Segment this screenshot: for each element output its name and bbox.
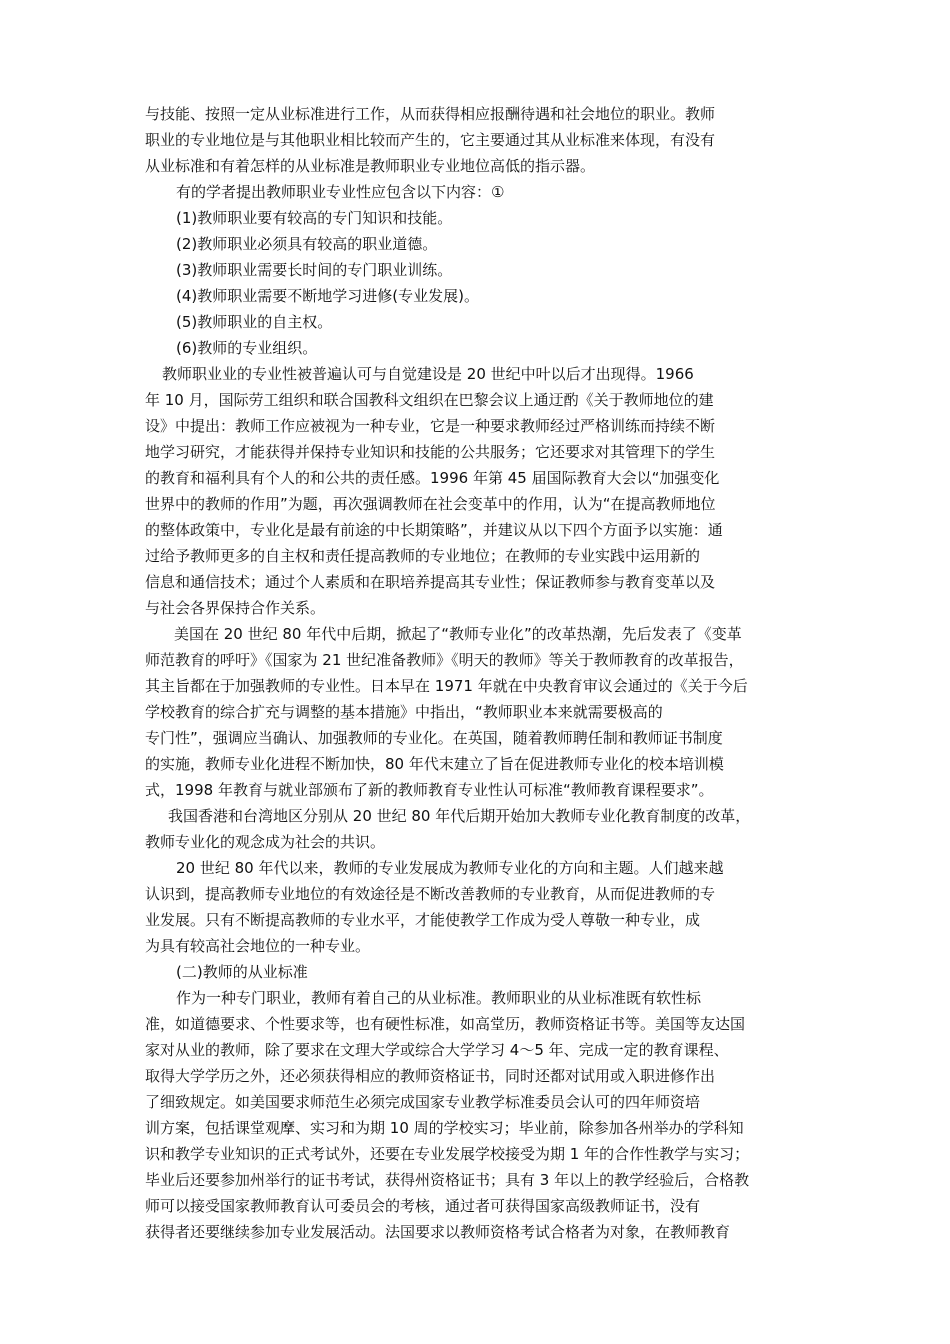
text-line: 作为一种专门职业，教师有着自己的从业标准。教师职业的从业标准既有软性标 bbox=[176, 989, 702, 1007]
text-line: 专门性”，强调应当确认、加强教师的专业化。在英国，随着教师聘任制和教师证书制度 bbox=[145, 729, 723, 747]
text-line: 的实施，教师专业化进程不断加快，80 年代末建立了旨在促进教师专业化的校本培训模 bbox=[145, 755, 724, 773]
text-line: 职业的专业地位是与其他职业相比较而产生的，它主要通过其从业标准来体现，有没有 bbox=[145, 131, 716, 149]
text-line: (4)教师职业需要不断地学习进修(专业发展)。 bbox=[176, 287, 479, 305]
text-line: (5)教师职业的自主权。 bbox=[176, 313, 333, 331]
text-line: 式，1998 年教育与就业部颁布了新的教师教育专业性认可标准“教师教育课程要求”。 bbox=[145, 781, 714, 799]
text-line: 师范教育的呼吁》《国家为 21 世纪准备教师》《明天的教师》等关于教师教育的改革报告， bbox=[145, 651, 744, 669]
text-line: (2)教师职业必须具有较高的职业道德。 bbox=[176, 235, 438, 253]
text-line: 了细致规定。如美国要求师范生必须完成国家专业教学标准委员会认可的四年师资培 bbox=[145, 1093, 701, 1111]
text-line: 取得大学学历之外，还必须获得相应的教师资格证书，同时还都对试用或入职进修作出 bbox=[145, 1067, 716, 1085]
text-line: 准，如道德要求、个性要求等，也有硬性标准，如高堂历，教师资格证书等。美国等友达国 bbox=[145, 1015, 746, 1033]
text-line: (6)教师的专业组织。 bbox=[176, 339, 318, 357]
text-line: 的整体政策中，专业化是最有前途的中长期策略”，并建议从以下四个方面予以实施：通 bbox=[145, 521, 723, 539]
text-line: 世界中的教师的作用”为题，再次强调教师在社会变革中的作用，认为“在提高教师地位 bbox=[145, 495, 716, 513]
text-line: (3)教师职业需要长时间的专门职业训练。 bbox=[176, 261, 453, 279]
text-line: 我国香港和台湾地区分别从 20 世纪 80 年代后期开始加大教师专业化教育制度的改革， bbox=[168, 807, 751, 825]
text-line: 教师职业业的专业性被普遍认可与自觉建设是 20 世纪中叶以后才出现得。1966 bbox=[162, 365, 694, 383]
text-line: 美国在 20 世纪 80 年代中后期，掀起了“教师专业化”的改革热潮，先后发表了《变革 bbox=[174, 625, 742, 643]
text-line: 从业标准和有着怎样的从业标准是教师职业专业地位高低的指示器。 bbox=[145, 157, 596, 175]
text-line: 学校教育的综合扩充与调整的基本措施》中指出，“教师职业本来就需要极高的 bbox=[145, 703, 663, 721]
text-line: 有的学者提出教师职业专业性应包含以下内容：① bbox=[176, 183, 505, 201]
text-line: 毕业后还要参加州举行的证书考试，获得州资格证书；具有 3 年以上的教学经验后，合格教 bbox=[145, 1171, 750, 1189]
text-line: 信息和通信技术；通过个人素质和在职培养提高其专业性；保证教师参与教育变革以及 bbox=[145, 573, 716, 591]
text-line: 年 10 月，国际劳工组织和联合国教科文组织在巴黎会议上通迂酌《关于教师地位的建 bbox=[145, 391, 714, 409]
text-line: 20 世纪 80 年代以来，教师的专业发展成为教师专业化的方向和主题。人们越来越 bbox=[176, 859, 724, 877]
text-line: 地学习研究，才能获得并保持专业知识和技能的公共服务；它还要求对其管理下的学生 bbox=[145, 443, 716, 461]
text-line: 设》中提出：教师工作应被视为一种专业，它是一种要求教师经过严格训练而持续不断 bbox=[145, 417, 716, 435]
text-line: 师可以接受国家教师教育认可委员会的考核，通过者可获得国家高级教师证书，没有 bbox=[145, 1197, 701, 1215]
text-line: 与社会各界保持合作关系。 bbox=[145, 599, 326, 617]
text-line: 的教育和福利具有个人的和公共的责任感。1996 年第 45 届国际教育大会以“加强变化 bbox=[145, 469, 720, 487]
text-line: 训方案，包括课堂观摩、实习和为期 10 周的学校实习；毕业前，除参加各州举办的学科知 bbox=[145, 1119, 744, 1137]
text-line: 业发展。只有不断提高教师的专业水平，才能使教学工作成为受人尊敬一种专业，成 bbox=[145, 911, 701, 929]
text-line: 为具有较高社会地位的一种专业。 bbox=[145, 937, 371, 955]
text-line: 认识到，提高教师专业地位的有效途径是不断改善教师的专业教育，从而促进教师的专 bbox=[145, 885, 716, 903]
text-line: 家对从业的教师，除了要求在文理大学或综合大学学习 4～5 年、完成一定的教育课程、 bbox=[145, 1041, 729, 1059]
text-line: 过给予教师更多的自主权和责任提高教师的专业地位；在教师的专业实践中运用新的 bbox=[145, 547, 701, 565]
text-line: 与技能、按照一定从业标准进行工作，从而获得相应报酬待遇和社会地位的职业。教师 bbox=[145, 105, 716, 123]
text-line: (1)教师职业要有较高的专门知识和技能。 bbox=[176, 209, 453, 227]
text-line: 识和教学专业知识的正式考试外，还要在专业发展学校接受为期 1 年的合作性教学与实习； bbox=[145, 1145, 750, 1163]
text-line: 教师专业化的观念成为社会的共识。 bbox=[145, 833, 386, 851]
text-line: 获得者还要继续参加专业发展活动。法国要求以教师资格考试合格者为对象，在教师教育 bbox=[145, 1223, 731, 1241]
text-line: (二)教师的从业标准 bbox=[176, 963, 308, 981]
text-line: 其主旨都在于加强教师的专业性。日本早在 1971 年就在中央教育审议会通过的《关于今后 bbox=[145, 677, 748, 695]
